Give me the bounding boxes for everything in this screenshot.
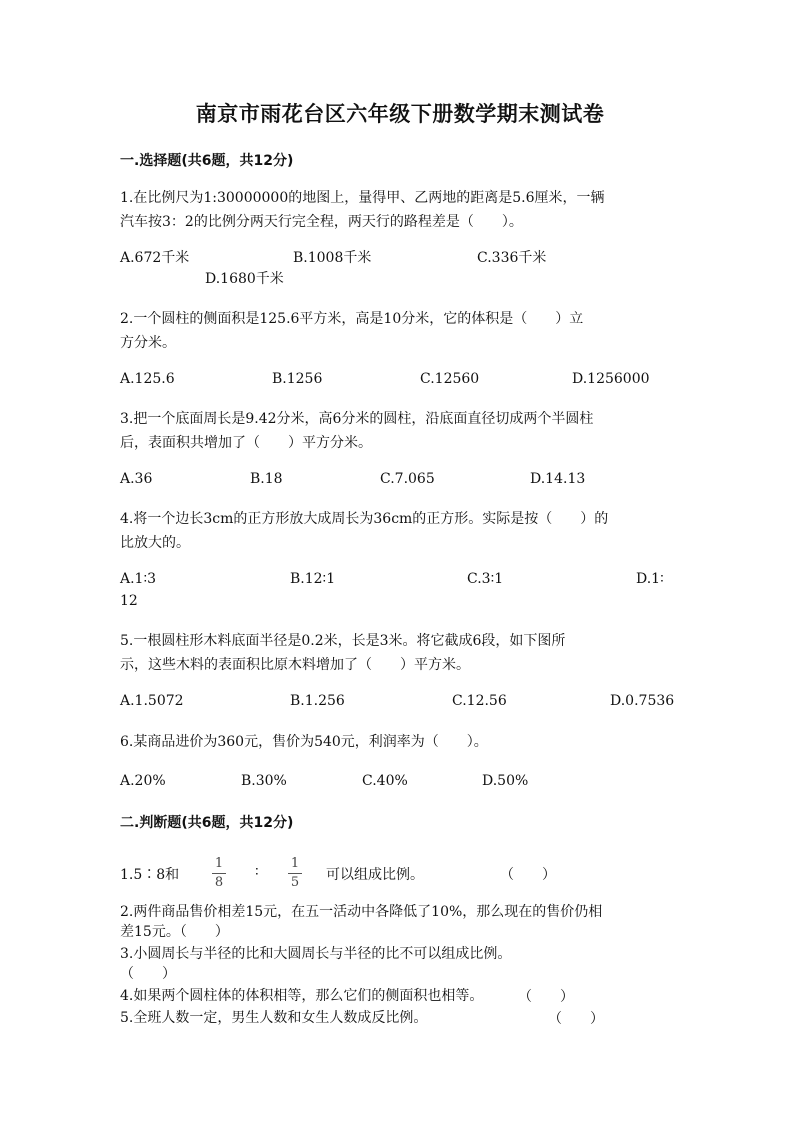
question-3-option-c: C.7.065 <box>380 471 435 487</box>
question-2-option-d: D.1256000 <box>572 371 650 387</box>
question-5-option-b: B.1.256 <box>290 693 345 709</box>
question-4-option-b: B.12∶1 <box>290 571 336 587</box>
judgement-1-prefix: 1.5∶8和 <box>120 867 180 883</box>
question-6-option-c: C.40% <box>362 773 408 789</box>
question-1-line-2: 汽车按3：2的比例分两天行完全程，两天行的路程差是（ ）。 <box>120 214 523 230</box>
question-3 <box>120 407 682 455</box>
question-6 <box>120 730 682 754</box>
question-1-option-b: B.1008千米 <box>293 250 372 266</box>
question-5-option-c: C.12.56 <box>452 693 507 709</box>
question-4-line-1: 4.将一个边长3cm的正方形放大成周长为36cm的正方形。实际是按（ ）的 <box>120 511 609 527</box>
fraction-1-numerator: 1 <box>214 856 224 871</box>
section-heading-judgement: 二.判断题(共6题，共12分) <box>120 815 294 831</box>
question-2-line-2: 方分米。 <box>120 335 176 351</box>
question-2-option-b: B.1256 <box>272 371 323 387</box>
question-2-option-a: A.125.6 <box>120 371 175 387</box>
fraction-2-denominator: 5 <box>290 875 300 890</box>
judgement-3 <box>120 944 680 984</box>
fraction-1-bar <box>212 873 226 874</box>
question-6-option-b: B.30% <box>241 773 287 789</box>
question-1-option-a: A.672千米 <box>120 250 190 266</box>
judgement-2 <box>120 902 680 942</box>
question-5 <box>120 629 682 677</box>
judgement-5: 5.全班人数一定，男生人数和女生人数成反比例。 <box>120 1010 428 1026</box>
question-1-option-d: D.1680千米 <box>205 271 284 287</box>
question-4-option-d: D.1∶ <box>636 571 664 587</box>
question-4-option-a: A.1∶3 <box>120 571 157 587</box>
question-2 <box>120 307 682 355</box>
fraction-2-bar <box>288 873 302 874</box>
question-4-option-c: C.3∶1 <box>467 571 504 587</box>
question-5-line-1: 5.一根圆柱形木料底面半径是0.2米，长是3米。将它截成6段，如下图所 <box>120 633 566 649</box>
question-5-line-2: 示，这些木料的表面积比原木料增加了（ ）平方米。 <box>120 657 470 673</box>
question-6-option-d: D.50% <box>482 773 529 789</box>
judgement-2-line-1: 2.两件商品售价相差15元，在五一活动中各降低了10%，那么现在的售价仍相 <box>120 904 603 920</box>
judgement-1-fraction-1 <box>212 856 226 891</box>
question-1-option-c: C.336千米 <box>477 250 547 266</box>
question-1 <box>120 186 682 234</box>
judgement-1-answer-parentheses[interactable]: （ ） <box>500 867 556 883</box>
question-2-line-1: 2.一个圆柱的侧面积是125.6平方米，高是10分米，它的体积是（ ）立 <box>120 311 584 327</box>
judgement-3-answer-parentheses[interactable]: （ ） <box>120 966 176 982</box>
question-4 <box>120 507 682 555</box>
judgement-3-line-1: 3.小圆周长与半径的比和大圆周长与半径的比不可以组成比例。 <box>120 946 512 962</box>
judgement-1-colon: ∶ <box>255 864 259 880</box>
question-4-line-2: 比放大的。 <box>120 535 190 551</box>
judgement-2-line-2: 差15元。（ ） <box>120 924 229 940</box>
question-5-option-d: D.0.7536 <box>610 693 675 709</box>
question-3-option-a: A.36 <box>120 471 153 487</box>
fraction-1-denominator: 8 <box>214 875 224 890</box>
judgement-1-fraction-2 <box>288 856 302 891</box>
question-3-line-2: 后，表面积共增加了（ ）平方分米。 <box>120 435 372 451</box>
question-3-option-d: D.14.13 <box>530 471 586 487</box>
question-6-option-a: A.20% <box>120 773 166 789</box>
judgement-1-suffix: 可以组成比例。 <box>326 867 424 883</box>
question-3-line-1: 3.把一个底面周长是9.42分米，高6分米的圆柱，沿底面直径切成两个半圆柱 <box>120 411 594 427</box>
page-title: 南京市雨花台区六年级下册数学期末测试卷 <box>195 102 605 126</box>
question-5-option-a: A.1.5072 <box>120 693 184 709</box>
judgement-5-answer-parentheses[interactable]: （ ） <box>548 1011 604 1027</box>
question-2-option-c: C.12560 <box>420 371 480 387</box>
question-4-option-d-continued: 12 <box>120 593 138 609</box>
fraction-2-numerator: 1 <box>290 856 300 871</box>
judgement-4: 4.如果两个圆柱体的体积相等，那么它们的侧面积也相等。 <box>120 988 484 1004</box>
question-1-line-1: 1.在比例尺为1:30000000的地图上，量得甲、乙两地的距离是5.6厘米，一辆 <box>120 190 605 206</box>
judgement-4-answer-parentheses[interactable]: （ ） <box>518 989 574 1005</box>
question-3-option-b: B.18 <box>250 471 283 487</box>
question-6-line-1: 6.某商品进价为360元，售价为540元，利润率为（ ）。 <box>120 734 488 750</box>
section-heading-choice: 一.选择题(共6题，共12分) <box>120 153 294 169</box>
